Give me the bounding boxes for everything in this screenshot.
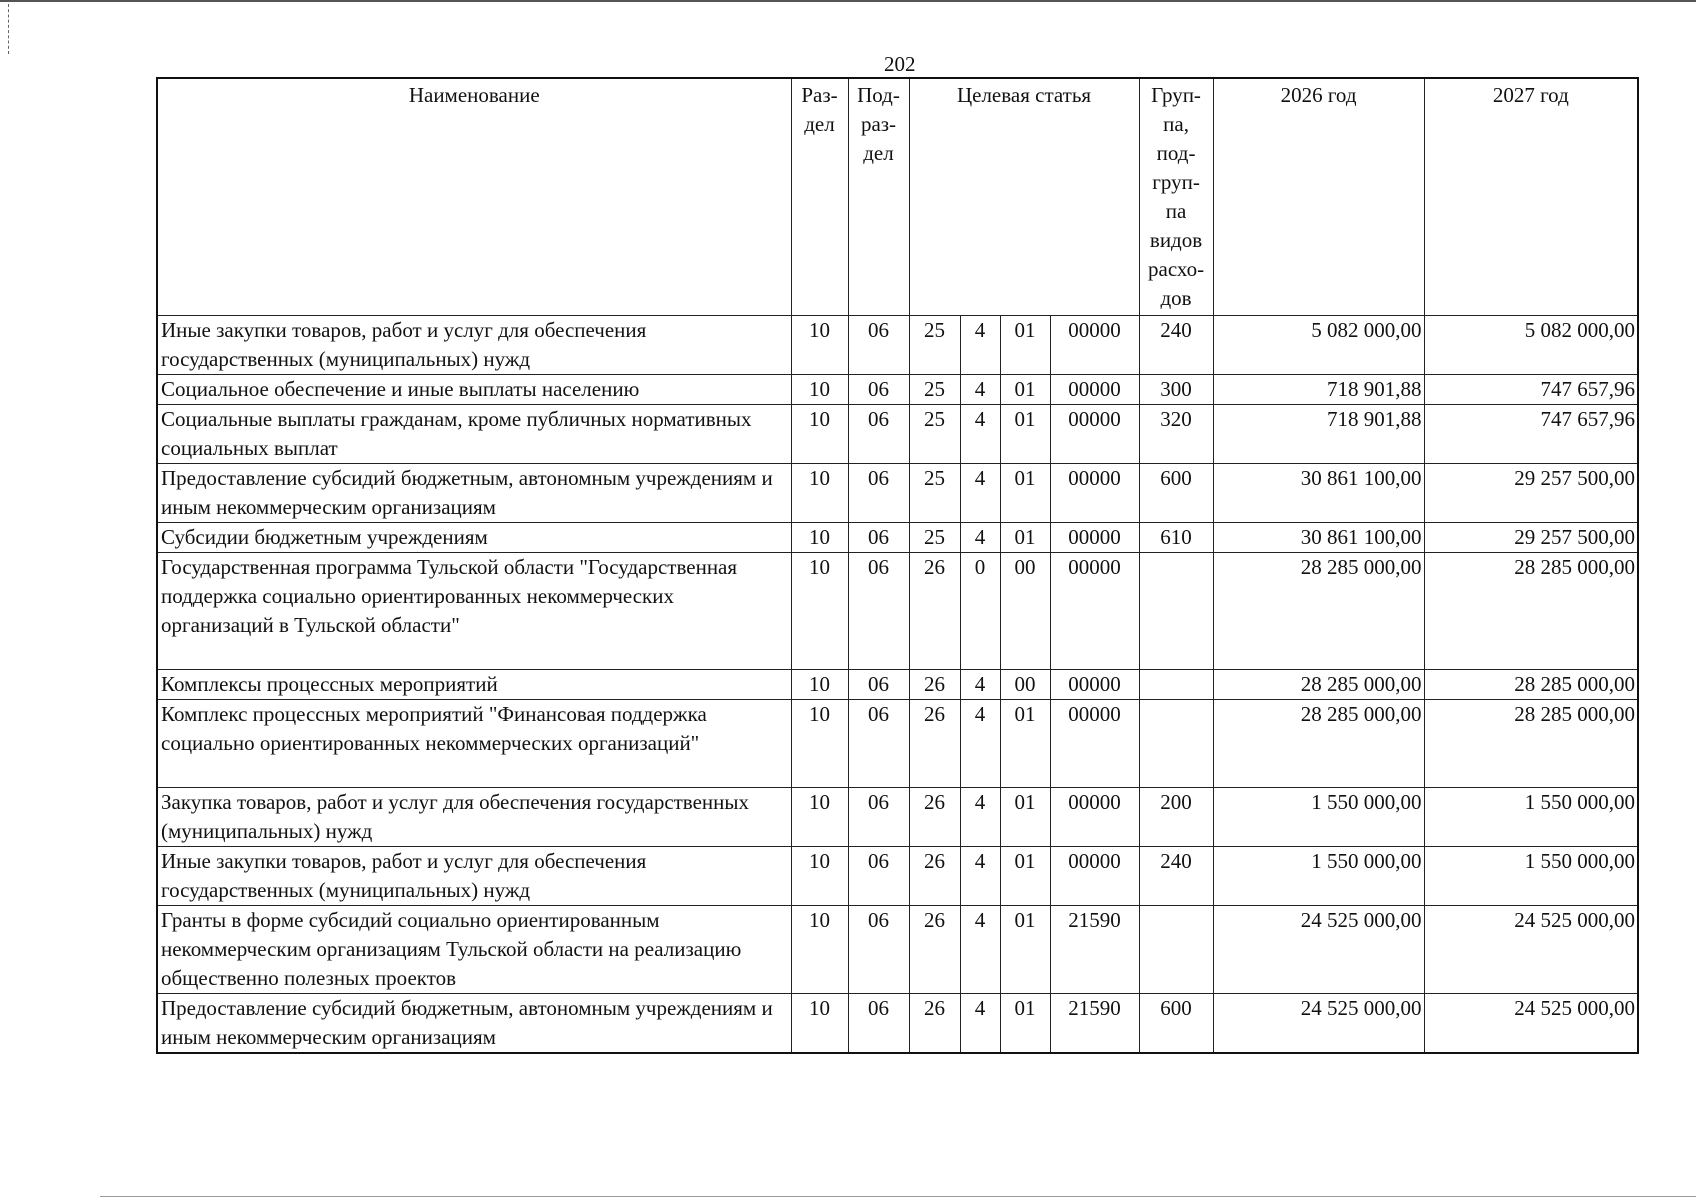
cell-target-subprogram: 01 <box>1000 787 1050 846</box>
budget-table <box>156 77 1639 1054</box>
cell-target-type: 4 <box>960 669 1000 699</box>
cell-name: Социальные выплаты гражданам, кроме публичных нормативных социальных выплат <box>157 404 791 463</box>
cell-subsection: 06 <box>848 374 909 404</box>
header-expense-group: Груп- па, под- груп- па видов расхо- дов <box>1139 78 1213 315</box>
cell-target-type: 4 <box>960 699 1000 787</box>
cell-target-subprogram: 01 <box>1000 315 1050 374</box>
cell-section: 10 <box>791 993 848 1053</box>
cell-amount-2026: 24 525 000,00 <box>1213 905 1424 993</box>
cell-expense-group: 200 <box>1139 787 1213 846</box>
cell-name: Государственная программа Тульской области "Государственная поддержка социально ориентированных некоммерческих организаций в Тульской области" <box>157 552 791 669</box>
cell-target-direction: 21590 <box>1050 993 1139 1053</box>
header-year-2027: 2027 год <box>1424 78 1638 315</box>
cell-target-direction: 00000 <box>1050 374 1139 404</box>
cell-target-direction: 00000 <box>1050 787 1139 846</box>
cell-target-subprogram: 01 <box>1000 699 1050 787</box>
cell-section: 10 <box>791 905 848 993</box>
cell-target-direction: 00000 <box>1050 846 1139 905</box>
cell-expense-group: 610 <box>1139 522 1213 552</box>
cell-expense-group <box>1139 699 1213 787</box>
cell-subsection: 06 <box>848 787 909 846</box>
cell-target-type: 4 <box>960 374 1000 404</box>
cell-target-subprogram: 01 <box>1000 522 1050 552</box>
cell-section: 10 <box>791 404 848 463</box>
cell-expense-group: 240 <box>1139 846 1213 905</box>
cell-expense-group: 240 <box>1139 315 1213 374</box>
cell-amount-2026: 5 082 000,00 <box>1213 315 1424 374</box>
cell-subsection: 06 <box>848 315 909 374</box>
cell-target-subprogram: 01 <box>1000 905 1050 993</box>
cell-target-subprogram: 01 <box>1000 463 1050 522</box>
cell-amount-2026: 1 550 000,00 <box>1213 846 1424 905</box>
cell-target-subprogram: 00 <box>1000 552 1050 669</box>
cell-target-direction: 00000 <box>1050 669 1139 699</box>
cell-subsection: 06 <box>848 522 909 552</box>
table-row <box>157 787 1638 846</box>
cell-name: Иные закупки товаров, работ и услуг для обеспечения государственных (муниципальных) нужд <box>157 315 791 374</box>
cell-subsection: 06 <box>848 699 909 787</box>
cell-target-direction: 00000 <box>1050 315 1139 374</box>
cell-expense-group <box>1139 552 1213 669</box>
cell-amount-2027: 29 257 500,00 <box>1424 463 1638 522</box>
cell-name: Закупка товаров, работ и услуг для обеспечения государственных (муниципальных) нужд <box>157 787 791 846</box>
cell-subsection: 06 <box>848 404 909 463</box>
table-row <box>157 699 1638 787</box>
cell-target-type: 0 <box>960 552 1000 669</box>
cell-amount-2026: 28 285 000,00 <box>1213 552 1424 669</box>
cell-target-program: 26 <box>909 699 960 787</box>
cell-name: Предоставление субсидий бюджетным, автономным учреждениям и иным некоммерческим организациям <box>157 463 791 522</box>
cell-target-direction: 00000 <box>1050 404 1139 463</box>
cell-amount-2027: 747 657,96 <box>1424 404 1638 463</box>
cell-amount-2027: 28 285 000,00 <box>1424 699 1638 787</box>
cell-expense-group <box>1139 669 1213 699</box>
header-name: Наименование <box>157 78 791 315</box>
cell-target-type: 4 <box>960 905 1000 993</box>
cell-amount-2026: 24 525 000,00 <box>1213 993 1424 1053</box>
cell-amount-2027: 28 285 000,00 <box>1424 552 1638 669</box>
cell-target-subprogram: 01 <box>1000 404 1050 463</box>
table-row <box>157 463 1638 522</box>
cell-target-program: 25 <box>909 522 960 552</box>
header-subsection: Под- раз- дел <box>848 78 909 315</box>
header-target-article: Целевая статья <box>909 78 1139 315</box>
cell-target-subprogram: 00 <box>1000 669 1050 699</box>
cell-subsection: 06 <box>848 463 909 522</box>
cell-expense-group: 600 <box>1139 463 1213 522</box>
cell-target-program: 26 <box>909 846 960 905</box>
cell-target-program: 25 <box>909 315 960 374</box>
cell-subsection: 06 <box>848 669 909 699</box>
cell-target-type: 4 <box>960 993 1000 1053</box>
cell-amount-2027: 24 525 000,00 <box>1424 993 1638 1053</box>
cell-name: Гранты в форме субсидий социально ориентированным некоммерческим организациям Тульской области на реализацию общественно полезных проектов <box>157 905 791 993</box>
cell-target-direction: 00000 <box>1050 699 1139 787</box>
cell-name: Предоставление субсидий бюджетным, автономным учреждениям и иным некоммерческим организациям <box>157 993 791 1053</box>
cell-target-direction: 00000 <box>1050 463 1139 522</box>
cell-target-direction: 21590 <box>1050 905 1139 993</box>
cell-section: 10 <box>791 522 848 552</box>
cell-section: 10 <box>791 699 848 787</box>
cell-target-program: 25 <box>909 463 960 522</box>
cell-target-direction: 00000 <box>1050 522 1139 552</box>
cell-target-type: 4 <box>960 463 1000 522</box>
cell-section: 10 <box>791 315 848 374</box>
cell-expense-group <box>1139 905 1213 993</box>
cell-target-subprogram: 01 <box>1000 846 1050 905</box>
cell-amount-2027: 24 525 000,00 <box>1424 905 1638 993</box>
cell-section: 10 <box>791 787 848 846</box>
cell-target-program: 26 <box>909 993 960 1053</box>
cell-amount-2027: 1 550 000,00 <box>1424 846 1638 905</box>
cell-section: 10 <box>791 669 848 699</box>
table-row <box>157 846 1638 905</box>
table-row <box>157 552 1638 669</box>
cell-subsection: 06 <box>848 846 909 905</box>
scan-margin-mark <box>8 4 10 54</box>
cell-amount-2026: 30 861 100,00 <box>1213 463 1424 522</box>
cell-target-program: 26 <box>909 669 960 699</box>
table-row <box>157 404 1638 463</box>
table-row <box>157 522 1638 552</box>
scan-top-edge <box>0 0 1696 2</box>
cell-expense-group: 600 <box>1139 993 1213 1053</box>
cell-name: Иные закупки товаров, работ и услуг для обеспечения государственных (муниципальных) нужд <box>157 846 791 905</box>
cell-amount-2027: 28 285 000,00 <box>1424 669 1638 699</box>
cell-amount-2026: 28 285 000,00 <box>1213 699 1424 787</box>
page-number: 202 <box>884 52 916 76</box>
cell-target-type: 4 <box>960 404 1000 463</box>
cell-target-program: 26 <box>909 905 960 993</box>
cell-name: Комплекс процессных мероприятий "Финансовая поддержка социально ориентированных некоммерческих организаций" <box>157 699 791 787</box>
table-header-row <box>157 78 1638 315</box>
cell-amount-2027: 5 082 000,00 <box>1424 315 1638 374</box>
cell-subsection: 06 <box>848 905 909 993</box>
cell-target-type: 4 <box>960 315 1000 374</box>
cell-amount-2026: 1 550 000,00 <box>1213 787 1424 846</box>
header-year-2026: 2026 год <box>1213 78 1424 315</box>
cell-target-program: 26 <box>909 552 960 669</box>
cell-amount-2026: 28 285 000,00 <box>1213 669 1424 699</box>
table-row <box>157 374 1638 404</box>
cell-expense-group: 300 <box>1139 374 1213 404</box>
cell-target-program: 26 <box>909 787 960 846</box>
cell-section: 10 <box>791 846 848 905</box>
cell-name: Социальное обеспечение и иные выплаты населению <box>157 374 791 404</box>
table-row <box>157 905 1638 993</box>
cell-section: 10 <box>791 552 848 669</box>
cell-target-type: 4 <box>960 846 1000 905</box>
cell-target-subprogram: 01 <box>1000 993 1050 1053</box>
cell-target-subprogram: 01 <box>1000 374 1050 404</box>
scan-bottom-edge <box>100 1196 1696 1197</box>
cell-target-type: 4 <box>960 522 1000 552</box>
cell-target-program: 25 <box>909 404 960 463</box>
cell-amount-2026: 718 901,88 <box>1213 404 1424 463</box>
cell-target-type: 4 <box>960 787 1000 846</box>
cell-section: 10 <box>791 374 848 404</box>
cell-amount-2026: 30 861 100,00 <box>1213 522 1424 552</box>
cell-name: Комплексы процессных мероприятий <box>157 669 791 699</box>
cell-subsection: 06 <box>848 552 909 669</box>
cell-name: Субсидии бюджетным учреждениям <box>157 522 791 552</box>
table-row <box>157 993 1638 1053</box>
cell-amount-2027: 29 257 500,00 <box>1424 522 1638 552</box>
cell-target-direction: 00000 <box>1050 552 1139 669</box>
cell-amount-2026: 718 901,88 <box>1213 374 1424 404</box>
header-section: Раз- дел <box>791 78 848 315</box>
cell-amount-2027: 1 550 000,00 <box>1424 787 1638 846</box>
cell-target-program: 25 <box>909 374 960 404</box>
cell-expense-group: 320 <box>1139 404 1213 463</box>
table-row <box>157 315 1638 374</box>
table-row <box>157 669 1638 699</box>
cell-subsection: 06 <box>848 993 909 1053</box>
cell-amount-2027: 747 657,96 <box>1424 374 1638 404</box>
cell-section: 10 <box>791 463 848 522</box>
